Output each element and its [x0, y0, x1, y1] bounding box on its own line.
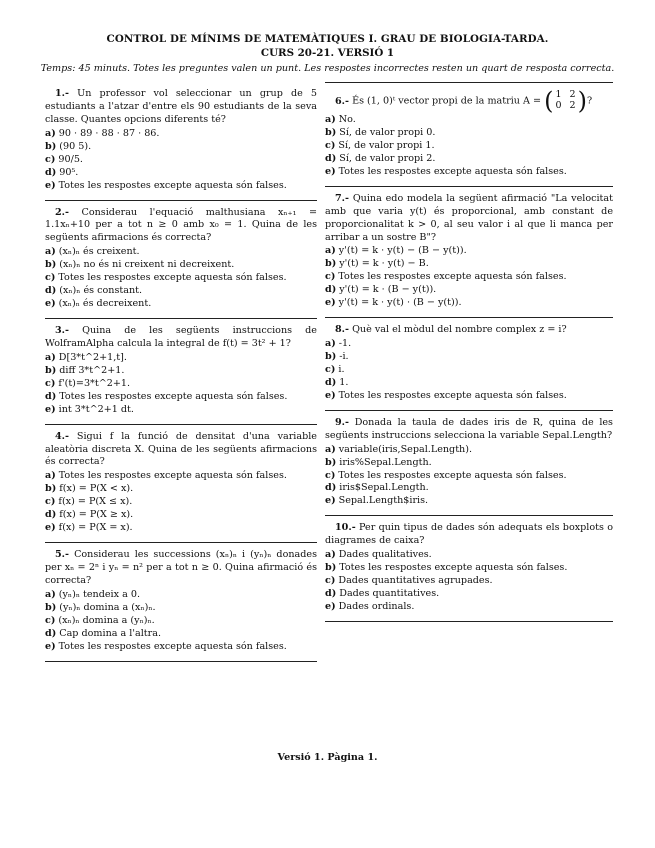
question-10 — [325, 516, 613, 622]
option-text: 1. — [339, 376, 349, 388]
option-text: Dades quantitatives. — [339, 588, 440, 599]
question-text: Un professor vol seleccionar un grup de 5 estudiants a l'atzar d'entre els 90 estudiants de la seva classe. Quantes opcions diferents té? — [45, 88, 317, 125]
option-label: b) — [325, 562, 337, 574]
option-label: c) — [325, 575, 336, 587]
question-number: 8.- — [335, 324, 349, 336]
exam-subtitle: CURS 20-21. VERSIÓ 1 — [260, 46, 395, 59]
question-mark: ? — [586, 95, 593, 107]
question-stem — [325, 193, 613, 245]
option-text: f(x) = P(X = x). — [58, 522, 133, 534]
option-label: e) — [45, 403, 56, 415]
option-label: a) — [325, 549, 336, 561]
option-label: d) — [45, 166, 57, 178]
answer-option[interactable] — [45, 167, 317, 180]
answer-option[interactable] — [325, 271, 613, 284]
answer-option[interactable] — [325, 562, 613, 575]
option-text: Totes les respostes excepte aquesta són falses. — [58, 179, 287, 191]
option-label: c) — [325, 469, 336, 481]
option-label: b) — [325, 126, 337, 138]
option-text: Totes les respostes excepte aquesta són falses. — [338, 271, 567, 283]
answer-option[interactable] — [325, 127, 613, 140]
answer-option[interactable] — [45, 602, 317, 615]
option-label: e) — [45, 522, 56, 534]
option-text: Totes les respostes excepte aquesta són falses. — [338, 165, 567, 177]
answer-option[interactable] — [325, 364, 613, 377]
option-label: b) — [45, 601, 57, 613]
answer-option[interactable] — [45, 246, 317, 259]
question-5 — [45, 543, 317, 662]
option-text: Dades qualitatives. — [338, 549, 432, 561]
options-list — [45, 352, 317, 417]
question-1 — [45, 82, 317, 201]
matrix-cell: 2 — [569, 89, 576, 101]
option-text: Totes les respostes excepte aquesta són falses. — [338, 469, 567, 481]
question-number: 5.- — [55, 549, 69, 561]
answer-option[interactable] — [45, 509, 317, 522]
answer-option[interactable] — [45, 391, 317, 404]
answer-option[interactable] — [325, 390, 613, 403]
option-label: a) — [325, 114, 336, 125]
option-text: No. — [338, 114, 356, 125]
answer-option[interactable] — [45, 483, 317, 496]
option-text: Totes les respostes excepte aquesta són falses. — [58, 470, 287, 482]
option-label: c) — [45, 377, 56, 389]
option-label: a) — [325, 443, 336, 455]
question-text: Considerau les successions (xₙ)ₙ i (yₙ)ₙ donades per xₙ = 2ⁿ i yₙ = n² per a tot n ≥ 0. Quina afirmació és correcta? — [45, 549, 317, 586]
answer-option[interactable] — [45, 365, 317, 378]
option-text: iris%Sepal.Length. — [339, 456, 432, 468]
option-text: y'(t) = k · y(t) − B. — [339, 258, 429, 270]
options-list — [325, 338, 613, 403]
option-text: Totes les respostes excepte aquesta són falses. — [339, 562, 568, 574]
option-text: f(x) = P(X ≤ x). — [58, 496, 133, 508]
answer-option[interactable] — [45, 259, 317, 272]
answer-option[interactable] — [45, 404, 317, 417]
answer-option[interactable] — [325, 482, 613, 495]
option-text: (yₙ)ₙ domina a (xₙ)ₙ. — [59, 601, 156, 613]
question-7 — [325, 187, 613, 318]
option-label: e) — [325, 297, 336, 309]
answer-option[interactable] — [325, 470, 613, 483]
exam-instructions: Temps: 45 minuts. Totes les preguntes valen un punt. Les respostes incorrectes resten un quart de resposta correcta. — [40, 62, 615, 74]
option-text: 90/5. — [58, 153, 83, 165]
option-text: (xₙ)ₙ domina a (yₙ)ₙ. — [58, 614, 155, 626]
question-number: 2.- — [55, 206, 69, 218]
option-label: b) — [45, 140, 57, 152]
option-label: d) — [325, 482, 337, 494]
answer-option[interactable] — [325, 549, 613, 562]
question-stem — [45, 207, 317, 246]
right-column — [325, 82, 613, 622]
answer-option[interactable] — [325, 377, 613, 390]
question-text: Quina de les següents instruccions de WolframAlpha calcula la integral de f(t) = 3t² + 1? — [45, 325, 317, 349]
option-text: f'(t)=3*t^2+1. — [58, 377, 131, 389]
question-number: 6.- — [335, 95, 349, 107]
options-list — [45, 589, 317, 654]
answer-option[interactable] — [45, 180, 317, 193]
options-list — [45, 128, 317, 193]
question-number: 7.- — [335, 192, 349, 204]
page-footer: Versió 1. Pàgina 1. — [277, 752, 378, 763]
option-label: c) — [325, 139, 336, 151]
options-list — [45, 246, 317, 311]
option-label: d) — [45, 390, 57, 402]
answer-option[interactable] — [45, 522, 317, 535]
option-label: c) — [45, 496, 56, 508]
option-text: f(x) = P(X < x). — [59, 483, 134, 495]
option-label: d) — [325, 284, 337, 296]
option-label: d) — [45, 627, 57, 639]
option-label: e) — [325, 495, 336, 507]
option-label: c) — [325, 271, 336, 283]
option-text: Totes les respostes excepte aquesta són falses. — [338, 389, 567, 401]
question-2 — [45, 201, 317, 320]
question-text: Per quin tipus de dades són adequats els boxplots o diagrames de caixa? — [325, 522, 613, 547]
option-text: (xₙ)ₙ és constant. — [59, 285, 143, 297]
answer-option[interactable] — [45, 352, 317, 365]
answer-option[interactable] — [325, 495, 613, 508]
option-label: a) — [325, 245, 336, 257]
question-4 — [45, 425, 317, 544]
answer-option[interactable] — [325, 588, 613, 601]
answer-option[interactable] — [45, 378, 317, 391]
option-text: 90 · 89 · 88 · 87 · 86. — [58, 127, 160, 139]
option-text: i. — [338, 363, 345, 375]
question-8 — [325, 318, 613, 411]
answer-option[interactable] — [45, 470, 317, 483]
option-text: y'(t) = k · y(t) − (B − y(t)). — [338, 245, 467, 257]
answer-option[interactable] — [325, 575, 613, 588]
answer-option[interactable] — [325, 444, 613, 457]
answer-option[interactable] — [45, 154, 317, 167]
answer-option[interactable] — [45, 141, 317, 154]
question-stem — [325, 522, 613, 548]
option-text: Sí, de valor propi 2. — [339, 152, 436, 164]
answer-option[interactable] — [45, 285, 317, 298]
question-stem — [45, 325, 317, 351]
option-label: b) — [325, 351, 337, 362]
matrix-cell: 1 — [555, 89, 562, 101]
question-stem — [45, 549, 317, 588]
option-text: (xₙ)ₙ és decreixent. — [58, 298, 152, 310]
option-text: Sepal.Length$iris. — [338, 495, 429, 507]
option-text: y'(t) = k · y(t) · (B − y(t)). — [338, 297, 462, 309]
option-text: (xₙ)ₙ és creixent. — [58, 246, 140, 258]
answer-option[interactable] — [325, 338, 613, 351]
question-text: Quina edo modela la següent afirmació "La velocitat amb que varia y(t) és proporcional, amb constant de proporcionalitat k > 0, al seu valor i al que li manca per arribar a un sostre B"? — [325, 192, 613, 243]
option-label: b) — [325, 258, 337, 270]
options-list — [325, 549, 613, 614]
question-stem — [325, 89, 613, 113]
option-text: Cap domina a l'altra. — [59, 627, 162, 639]
answer-option[interactable] — [45, 589, 317, 602]
option-text: f(x) = P(X ≥ x). — [59, 509, 134, 521]
option-label: e) — [325, 389, 336, 401]
option-label: a) — [45, 470, 56, 482]
answer-option[interactable] — [45, 641, 317, 654]
question-number: 3.- — [55, 325, 69, 336]
question-text: Donada la taula de dades iris de R, quina de les següents instruccions selecciona la variable Sepal.Length? — [325, 416, 613, 441]
question-text: Sigui f la funció de densitat d'una variable aleatòria discreta X. Quina de les següents afirmacions és correcta? — [45, 430, 317, 468]
exam-header — [40, 33, 615, 76]
option-label: b) — [45, 483, 57, 495]
answer-option[interactable] — [325, 601, 613, 614]
answer-option[interactable] — [45, 496, 317, 509]
option-label: a) — [45, 588, 56, 600]
options-list — [325, 114, 613, 179]
option-label: e) — [45, 298, 56, 310]
option-text: (90 5). — [59, 140, 92, 152]
question-number: 4.- — [55, 430, 69, 442]
option-label: b) — [325, 456, 337, 468]
option-text: variable(iris,Sepal.Length). — [338, 443, 473, 455]
answer-option[interactable] — [45, 272, 317, 285]
option-label: c) — [325, 363, 336, 375]
option-label: b) — [45, 259, 57, 271]
option-text: Dades ordinals. — [338, 600, 415, 612]
question-text: Considerau l'equació malthusiana xₙ₊₁ = 1.1xₙ+10 per a tot n ≥ 0 amb x₀ = 1. Quina de les següents afirmacions és correcta? — [45, 206, 317, 244]
matrix-cell: 2 — [569, 100, 576, 111]
answer-option[interactable] — [325, 457, 613, 470]
option-label: e) — [45, 640, 56, 652]
answer-option[interactable] — [45, 128, 317, 141]
option-text: Sí, de valor propi 1. — [338, 139, 435, 151]
answer-option[interactable] — [325, 166, 613, 179]
question-number: 9.- — [335, 416, 349, 428]
answer-option[interactable] — [45, 628, 317, 641]
option-label: b) — [45, 364, 57, 376]
option-label: a) — [45, 351, 56, 363]
option-label: d) — [45, 509, 57, 521]
exam-title: CONTROL DE MÍNIMS DE MATEMÀTIQUES I. GRAU DE BIOLOGIA-TARDA. — [106, 33, 549, 45]
option-label: c) — [45, 272, 56, 284]
option-text: (yₙ)ₙ tendeix a 0. — [58, 588, 141, 600]
option-text: iris$Sepal.Length. — [339, 482, 429, 494]
matrix-cell: 0 — [555, 100, 562, 111]
question-stem — [325, 324, 613, 337]
option-label: e) — [45, 179, 56, 191]
option-label: e) — [325, 165, 336, 177]
options-list — [325, 444, 613, 509]
option-label: c) — [45, 153, 56, 165]
answer-option[interactable] — [325, 245, 613, 258]
option-label: d) — [325, 152, 337, 164]
answer-option[interactable] — [325, 114, 613, 127]
answer-option[interactable] — [325, 153, 613, 166]
option-text: (xₙ)ₙ no és ni creixent ni decreixent. — [59, 259, 235, 271]
answer-option[interactable] — [325, 297, 613, 310]
answer-option[interactable] — [325, 258, 613, 271]
option-label: d) — [325, 588, 337, 599]
left-column — [45, 82, 317, 662]
option-label: c) — [45, 614, 56, 626]
option-text: 90⁵. — [59, 166, 79, 178]
option-text: y'(t) = k · (B − y(t)). — [339, 284, 437, 296]
option-text: D[3*t^2+1,t]. — [58, 351, 127, 363]
option-text: int 3*t^2+1 dt. — [58, 403, 134, 415]
answer-option[interactable] — [325, 284, 613, 297]
answer-option[interactable] — [45, 615, 317, 628]
options-list — [45, 470, 317, 535]
option-text: Totes les respostes excepte aquesta són falses. — [58, 640, 287, 652]
option-label: a) — [325, 338, 336, 350]
option-label: e) — [325, 600, 336, 612]
option-text: Dades quantitatives agrupades. — [338, 575, 493, 587]
option-text: Sí, de valor propi 0. — [339, 126, 436, 138]
answer-option[interactable] — [325, 351, 613, 364]
option-text: -i. — [339, 351, 349, 362]
option-text: Totes les respostes excepte aquesta són falses. — [59, 390, 288, 402]
option-label: a) — [45, 246, 56, 258]
option-label: d) — [45, 285, 57, 297]
option-text: -1. — [338, 338, 352, 350]
question-number: 10.- — [335, 522, 356, 534]
option-label: a) — [45, 127, 56, 139]
question-stem — [45, 431, 317, 470]
matrix-A: ( 1 2 0 2 ) — [544, 87, 587, 115]
question-9 — [325, 411, 613, 517]
option-text: diff 3*t^2+1. — [59, 364, 125, 376]
question-3 — [45, 319, 317, 425]
question-stem — [45, 88, 317, 127]
question-stem — [325, 417, 613, 443]
options-list — [325, 245, 613, 310]
option-text: Totes les respostes excepte aquesta són falses. — [58, 272, 287, 284]
question-number: 1.- — [55, 88, 69, 99]
answer-option[interactable] — [325, 140, 613, 153]
answer-option[interactable] — [45, 298, 317, 311]
question-6 — [325, 82, 613, 187]
question-text: És (1, 0)ᵗ vector propi de la matriu A = — [352, 95, 542, 107]
question-text: Què val el mòdul del nombre complex z = i? — [352, 324, 567, 336]
option-label: d) — [325, 376, 337, 388]
